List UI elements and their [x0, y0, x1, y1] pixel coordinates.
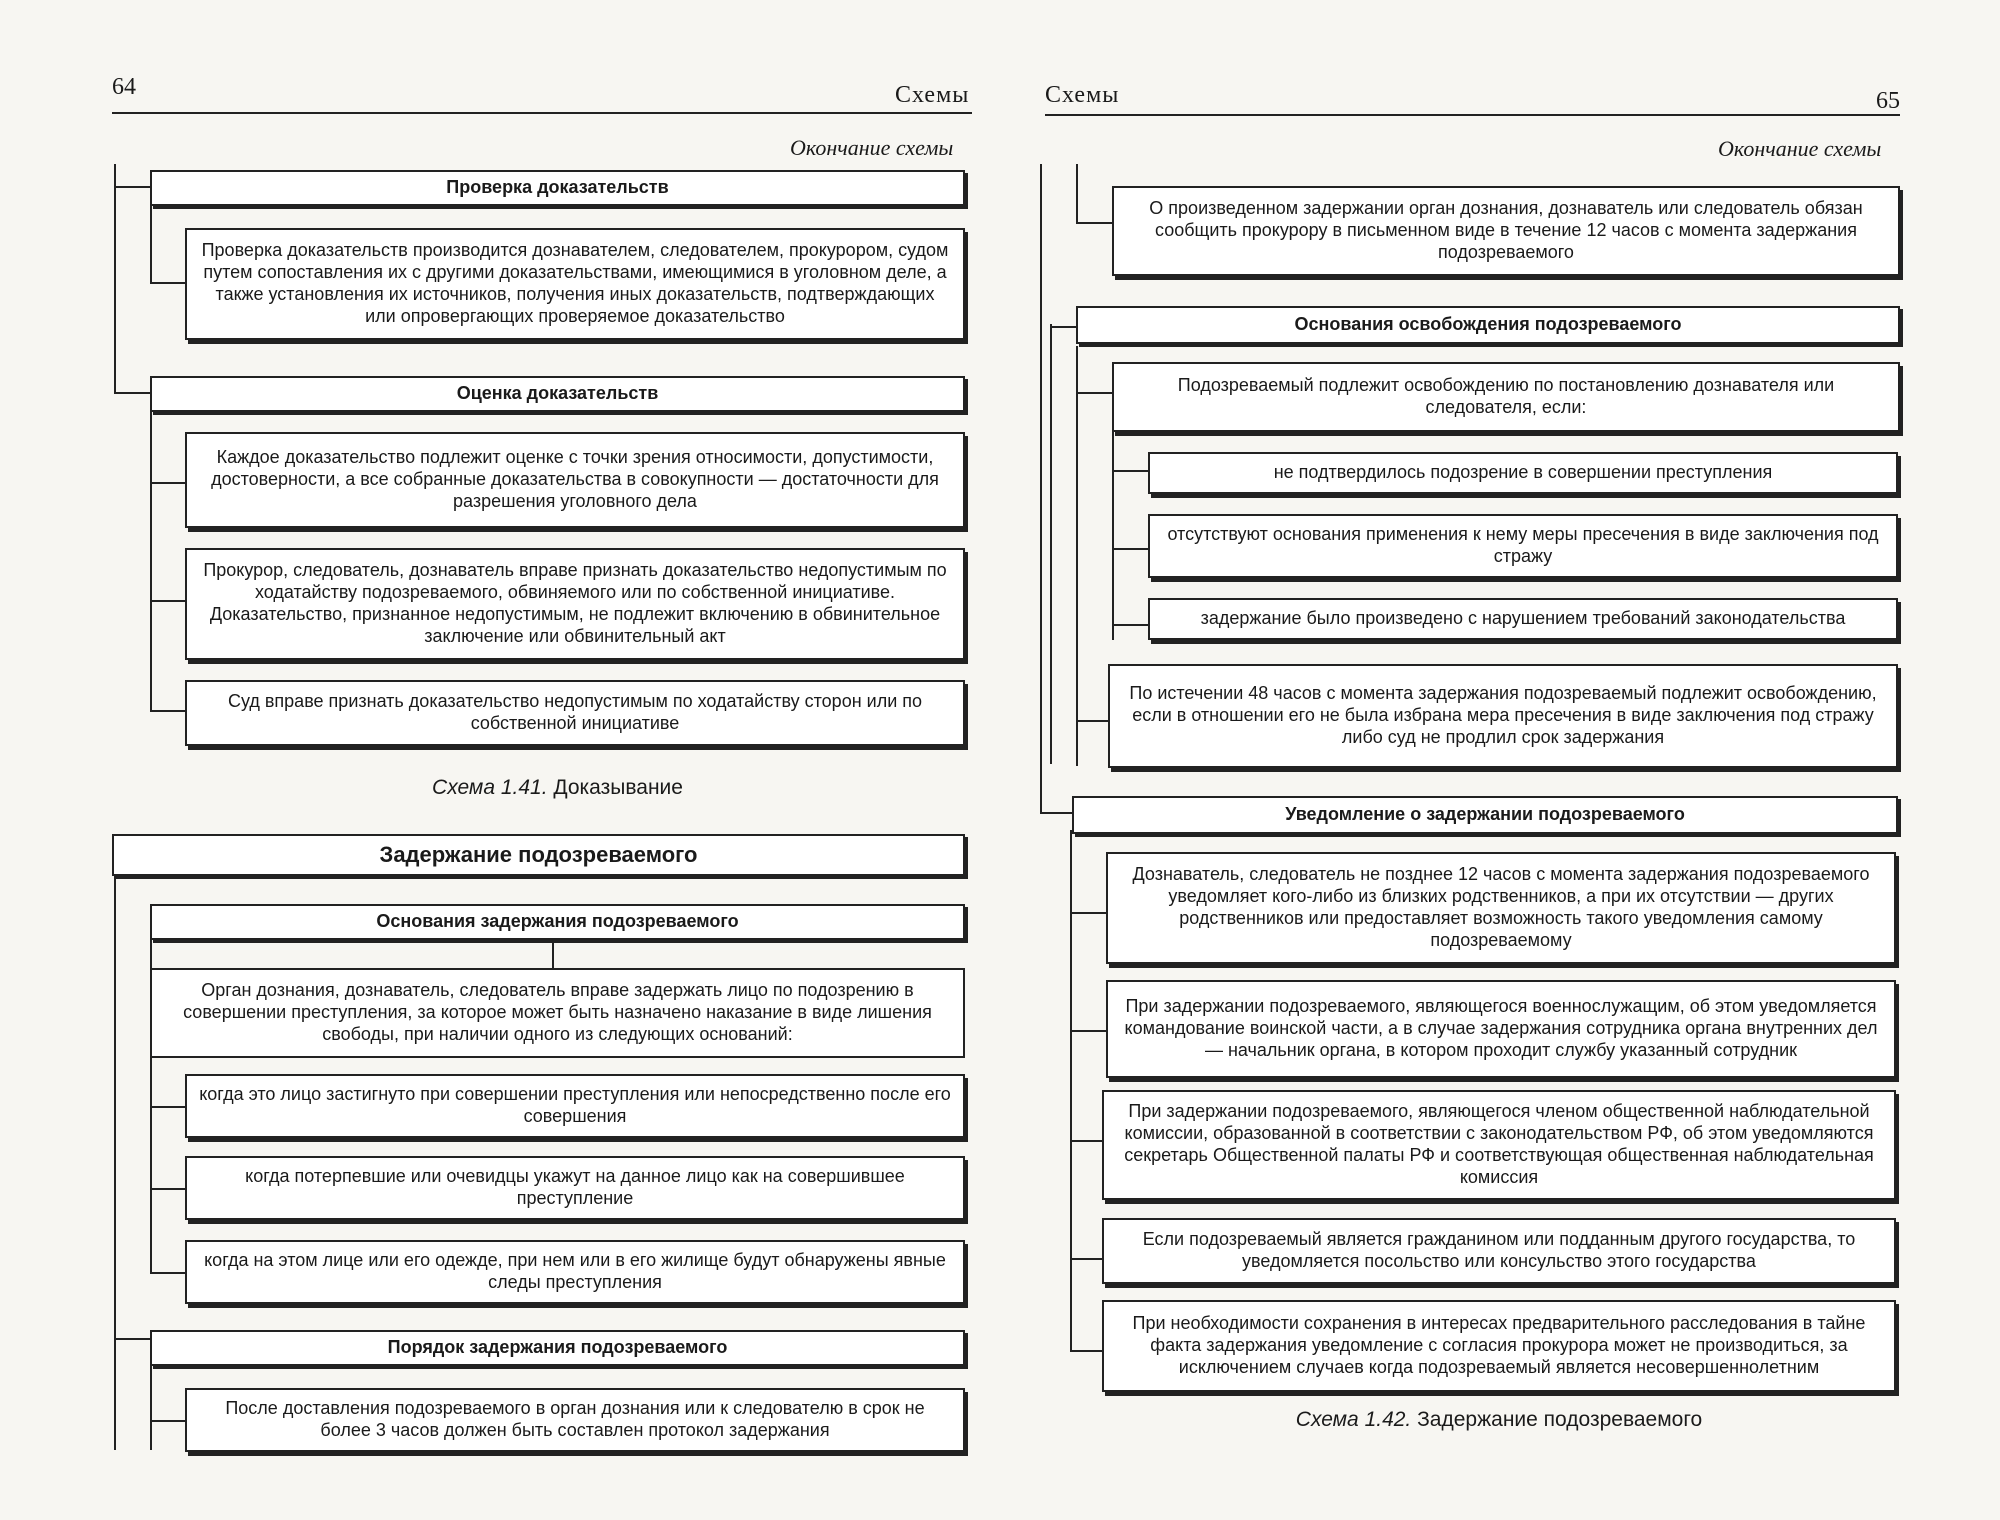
uvedomlenie-header: Уведомление о задержании подозреваемого [1072, 796, 1898, 834]
uvedomlenie-item-4: Если подозреваемый является гражданином или подданным другого государства, то уведомляется посольство или консульство этого государства [1102, 1218, 1896, 1284]
connector [150, 710, 185, 712]
connector [1076, 346, 1078, 766]
uvedomlenie-item-5: При необходимости сохранения в интересах предварительного расследования в тайне факта задержания уведомление с согласия прокурора может не производиться, за исключением случаев когда подозреваемый является несовершеннолетним [1102, 1300, 1896, 1392]
continuation-label-left: Окончание схемы [790, 135, 954, 160]
running-head-left: Схемы [895, 82, 970, 108]
uvedomlenie-item-2: При задержании подозреваемого, являющегося военнослужащим, об этом уведомляется командование воинской части, а в случае задержания сотрудника органа внутренних дел — начальник органа, в котором проходит службу указанный сотрудник [1106, 980, 1896, 1078]
osvobozhdenie-item-1: не подтвердилось подозрение в совершении преступления [1148, 452, 1898, 494]
osnovaniya-intro: Орган дознания, дознаватель, следователь вправе задержать лицо по подозрению в совершении преступления, за которое может быть назначено наказание в виде лишения свободы, при наличии одного из следующих оснований: [150, 968, 965, 1058]
scheme-142-title: Задержание подозреваемого [112, 834, 965, 876]
notice-prosecutor: О произведенном задержании орган дознания, дознаватель или следователь обязан сообщить прокурору в письменном виде в течение 12 часов с момента задержания подозреваемого [1112, 186, 1900, 276]
poryadok-header: Порядок задержания подозреваемого [150, 1330, 965, 1366]
connector [1112, 548, 1148, 550]
connector [150, 1272, 185, 1274]
osnovaniya-header: Основания задержания подозреваемого [150, 904, 965, 940]
connector [1050, 326, 1076, 328]
connector [150, 412, 152, 712]
connector [1070, 1258, 1102, 1260]
ocenka-item-1: Каждое доказательство подлежит оценке с точки зрения относимости, допустимости, достоверности, а все собранные доказательства в совокупности — достаточности для разрешения уголовного дела [185, 432, 965, 528]
connector [1070, 912, 1106, 914]
connector [150, 1420, 185, 1422]
connector [1112, 470, 1148, 472]
connector [1076, 720, 1108, 722]
header-rule-left [112, 112, 972, 114]
connector [114, 874, 116, 1450]
proverka-text: Проверка доказательств производится дознавателем, следователем, прокурором, судом путем сопоставления их с другими доказательствами, имеющимися в уголовном деле, а также установления их источников, получения иных доказательств, подтверждающих или опровергающих проверяемое доказательство [185, 228, 965, 340]
connector [1070, 1140, 1102, 1142]
connector [1070, 1030, 1106, 1032]
connector [150, 206, 152, 284]
connector [1070, 1350, 1102, 1352]
connector [150, 482, 185, 484]
caption-142-label: Схема 1.42. [1295, 1408, 1412, 1431]
connector [114, 1338, 152, 1340]
continuation-label-right: Окончание схемы [1718, 136, 1882, 161]
connector [114, 186, 152, 188]
page-number-left: 64 [112, 74, 136, 100]
connector [150, 600, 185, 602]
caption-142 [1102, 1408, 1896, 1432]
header-rule-right [1045, 114, 1900, 116]
connector [552, 940, 554, 970]
osnovaniya-item-3: когда на этом лице или его одежде, при нем или в его жилище будут обнаружены явные следы преступления [185, 1240, 965, 1304]
connector [1040, 812, 1074, 814]
osnovaniya-item-2: когда потерпевшие или очевидцы укажут на данное лицо как на совершившее преступление [185, 1156, 965, 1220]
osvobozhdenie-intro: Подозреваемый подлежит освобождению по постановлению дознавателя или следователя, если: [1112, 362, 1900, 432]
caption-142-title: Задержание подозреваемого [1417, 1408, 1703, 1431]
connector [1076, 392, 1112, 394]
connector [114, 164, 116, 394]
ocenka-header: Оценка доказательств [150, 376, 965, 412]
poryadok-text: После доставления подозреваемого в орган дознания или к следователю в срок не более 3 часов должен быть составлен протокол задержания [185, 1388, 965, 1452]
caption-141 [150, 776, 965, 800]
ocenka-item-2: Прокурор, следователь, дознаватель вправе признать доказательство недопустимым по ходатайству подозреваемого, обвиняемого или по собственной инициативе. Доказательство, признанное недопустимым, не подлежит включению в обвинительное заключение или обвинительный акт [185, 548, 965, 660]
uvedomlenie-item-3: При задержании подозреваемого, являющегося членом общественной наблюдательной комиссии, образованной в соответствии с законодательством РФ, об этом уведомляются секретарь Общественной палаты РФ и соответствующая общественная наблюдательная комиссия [1102, 1090, 1896, 1200]
connector [114, 392, 152, 394]
connector [150, 282, 185, 284]
connector [150, 1358, 152, 1450]
connector [1112, 624, 1148, 626]
connector [1076, 222, 1112, 224]
connector [150, 1106, 185, 1108]
connector [1050, 324, 1052, 764]
osvobozhdenie-header: Основания освобождения подозреваемого [1076, 306, 1900, 344]
osvobozhdenie-after-48: По истечении 48 часов с момента задержания подозреваемый подлежит освобождению, если в отношении его не была избрана мера пресечения в виде заключения под стражу либо суд не продлил срок задержания [1108, 664, 1898, 768]
osnovaniya-item-1: когда это лицо застигнуто при совершении преступления или непосредственно после его совершения [185, 1074, 965, 1138]
ocenka-item-3: Суд вправе признать доказательство недопустимым по ходатайству сторон или по собственной инициативе [185, 680, 965, 746]
osvobozhdenie-item-3: задержание было произведено с нарушением требований законодательства [1148, 598, 1898, 640]
caption-141-title: Доказывание [553, 776, 683, 799]
page-number-right: 65 [1876, 88, 1900, 114]
running-head-right: Схемы [1045, 82, 1120, 108]
connector [1070, 830, 1072, 1352]
connector [150, 1056, 152, 1274]
connector [1076, 164, 1078, 224]
connector [1040, 164, 1042, 814]
osvobozhdenie-item-2: отсутствуют основания применения к нему меры пресечения в виде заключения под стражу [1148, 514, 1898, 578]
proverka-header: Проверка доказательств [150, 170, 965, 206]
connector [1112, 428, 1114, 640]
uvedomlenie-item-1: Дознаватель, следователь не позднее 12 часов с момента задержания подозреваемого уведомляет кого-либо из близких родственников, а при их отсутствии — других родственников или предоставляет возможность такого уведомления самому подозреваемому [1106, 852, 1896, 964]
caption-141-label: Схема 1.41. [432, 776, 548, 799]
connector [150, 1188, 185, 1190]
